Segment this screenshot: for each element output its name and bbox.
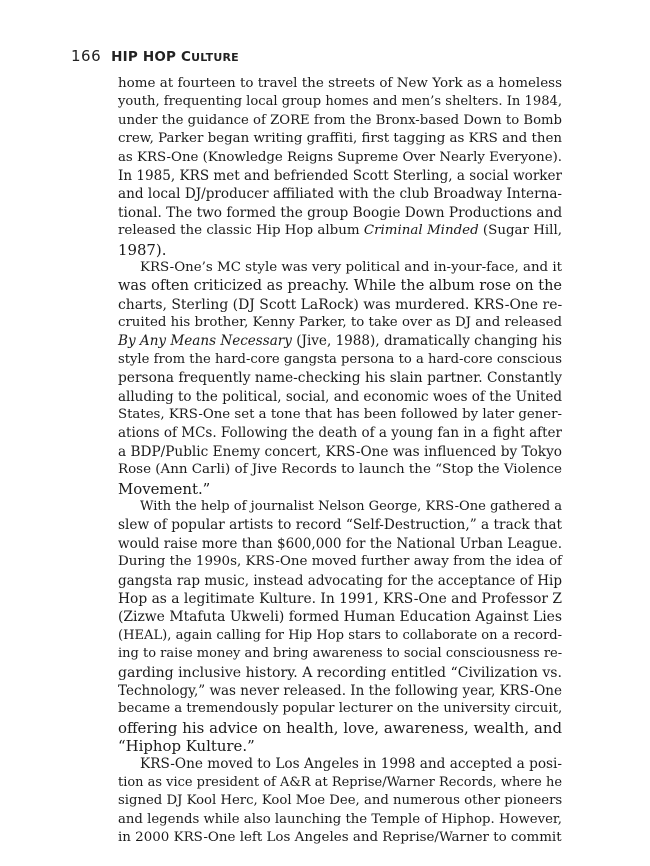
italic-title: By Any Means Necessary	[118, 333, 292, 350]
running-head	[71, 47, 239, 67]
text-line: During the 1990s, KRS-One moved further away from the idea of	[118, 554, 562, 570]
text-line: was often criticized as preachy. While the album rose on the	[118, 278, 562, 295]
text-run: (Sugar Hill,	[478, 223, 562, 239]
paragraph	[118, 755, 562, 847]
text-line: in 2000 KRS-One left Los Angeles and Reprise/Warner to commit	[118, 830, 562, 846]
text-line: 1987).	[118, 240, 167, 259]
text-line: KRS-One’s MC style was very political and in-your-face, and it	[140, 259, 562, 275]
text-line: KRS-One moved to Los Angeles in 1998 and accepted a posi-	[140, 756, 562, 773]
text-line: tion as vice president of A&R at Reprise/Warner Records, where he	[118, 774, 562, 790]
text-line: offering his advice on health, love, awareness, wealth, and	[118, 718, 562, 737]
text-line: With the help of journalist Nelson George, KRS-One gathered a	[140, 498, 563, 514]
italic-title: Criminal Minded	[363, 223, 479, 239]
page-number: 166	[71, 47, 102, 65]
paragraph	[118, 259, 562, 498]
text-line: (HEAL), again calling for Hip Hop stars to collaborate on a record-	[118, 627, 562, 643]
text-line: crew, Parker began writing graffiti, first tagging as KRS and then	[118, 131, 563, 147]
text-line: tional. The two formed the group Boogie Down Productions and	[118, 204, 563, 221]
text-line: States, KRS-One set a tone that has been followed by later gener-	[118, 407, 562, 423]
paragraph	[118, 75, 562, 259]
text-line: and local DJ/producer affiliated with the club Broadway Interna-	[118, 186, 562, 203]
text-line: a BDP/Public Enemy concert, KRS-One was influenced by Tokyo	[118, 443, 562, 460]
text-line: youth, frequenting local group homes and men’s shelters. In 1984,	[118, 94, 563, 110]
text-line: charts, Sterling (DJ Scott LaRock) was murdered. KRS-One re-	[118, 296, 563, 313]
text-line: gangsta rap music, instead advocating for the acceptance of Hip	[118, 572, 562, 589]
text-line: home at fourteen to travel the streets of New York as a homeless	[118, 76, 562, 91]
text-line	[118, 222, 562, 240]
text-line: “Hiphop Kulture.”	[118, 737, 255, 756]
text-line	[118, 332, 562, 350]
book-title-first: HIP HOP C	[111, 49, 192, 65]
text-line: would raise more than $600,000 for the National Urban League.	[118, 535, 562, 552]
text-run: (Jive, 1988), dramatically changing his	[291, 333, 562, 350]
text-line: In 1985, KRS met and befriended Scott Sterling, a social worker	[118, 167, 562, 184]
text-line: Rose (Ann Carli) of Jive Records to launch the “Stop the Violence	[118, 462, 562, 478]
text-line: ations of MCs. Following the death of a young fan in a fight after	[118, 425, 562, 442]
text-line: style from the hard-core gangsta persona to a hard-core conscious	[118, 351, 562, 367]
text-line: and legends while also launching the Temple of Hiphop. However,	[118, 811, 562, 827]
text-line: slew of popular artists to record “Self-Destruction,” a track that	[118, 517, 562, 534]
text-run: released the classic Hip Hop album	[118, 223, 364, 239]
paragraph	[118, 498, 562, 755]
text-line: Technology,” was never released. In the following year, KRS-One	[118, 682, 562, 699]
text-line: (Zizwe Mtafuta Ukweli) formed Human Education Against Lies	[118, 609, 562, 626]
text-line: signed DJ Kool Herc, Kool Moe Dee, and numerous other pioneers	[118, 793, 563, 809]
text-line: garding inclusive history. A recording entitled “Civilization vs.	[118, 664, 562, 681]
book-title-rest: ULTURE	[191, 51, 239, 64]
text-line: Movement.”	[118, 479, 211, 498]
text-line: as KRS-One (Knowledge Reigns Supreme Over Nearly Everyone).	[118, 149, 562, 165]
text-line: cruited his brother, Kenny Parker, to take over as DJ and released	[118, 315, 562, 331]
text-line: alluding to the political, social, and economic woes of the United	[118, 388, 563, 405]
text-line: under the guidance of ZORE from the Bronx-based Down to Bomb	[118, 112, 562, 128]
text-line: Hop as a legitimate Kulture. In 1991, KRS-One and Professor Z	[118, 590, 562, 607]
body-text	[118, 75, 562, 847]
book-title	[111, 49, 239, 65]
text-line: became a tremendously popular lecturer on the university circuit,	[118, 701, 563, 717]
text-line: ing to raise money and bring awareness to social consciousness re-	[118, 646, 563, 662]
text-line: persona frequently name-checking his slain partner. Constantly	[118, 370, 562, 387]
